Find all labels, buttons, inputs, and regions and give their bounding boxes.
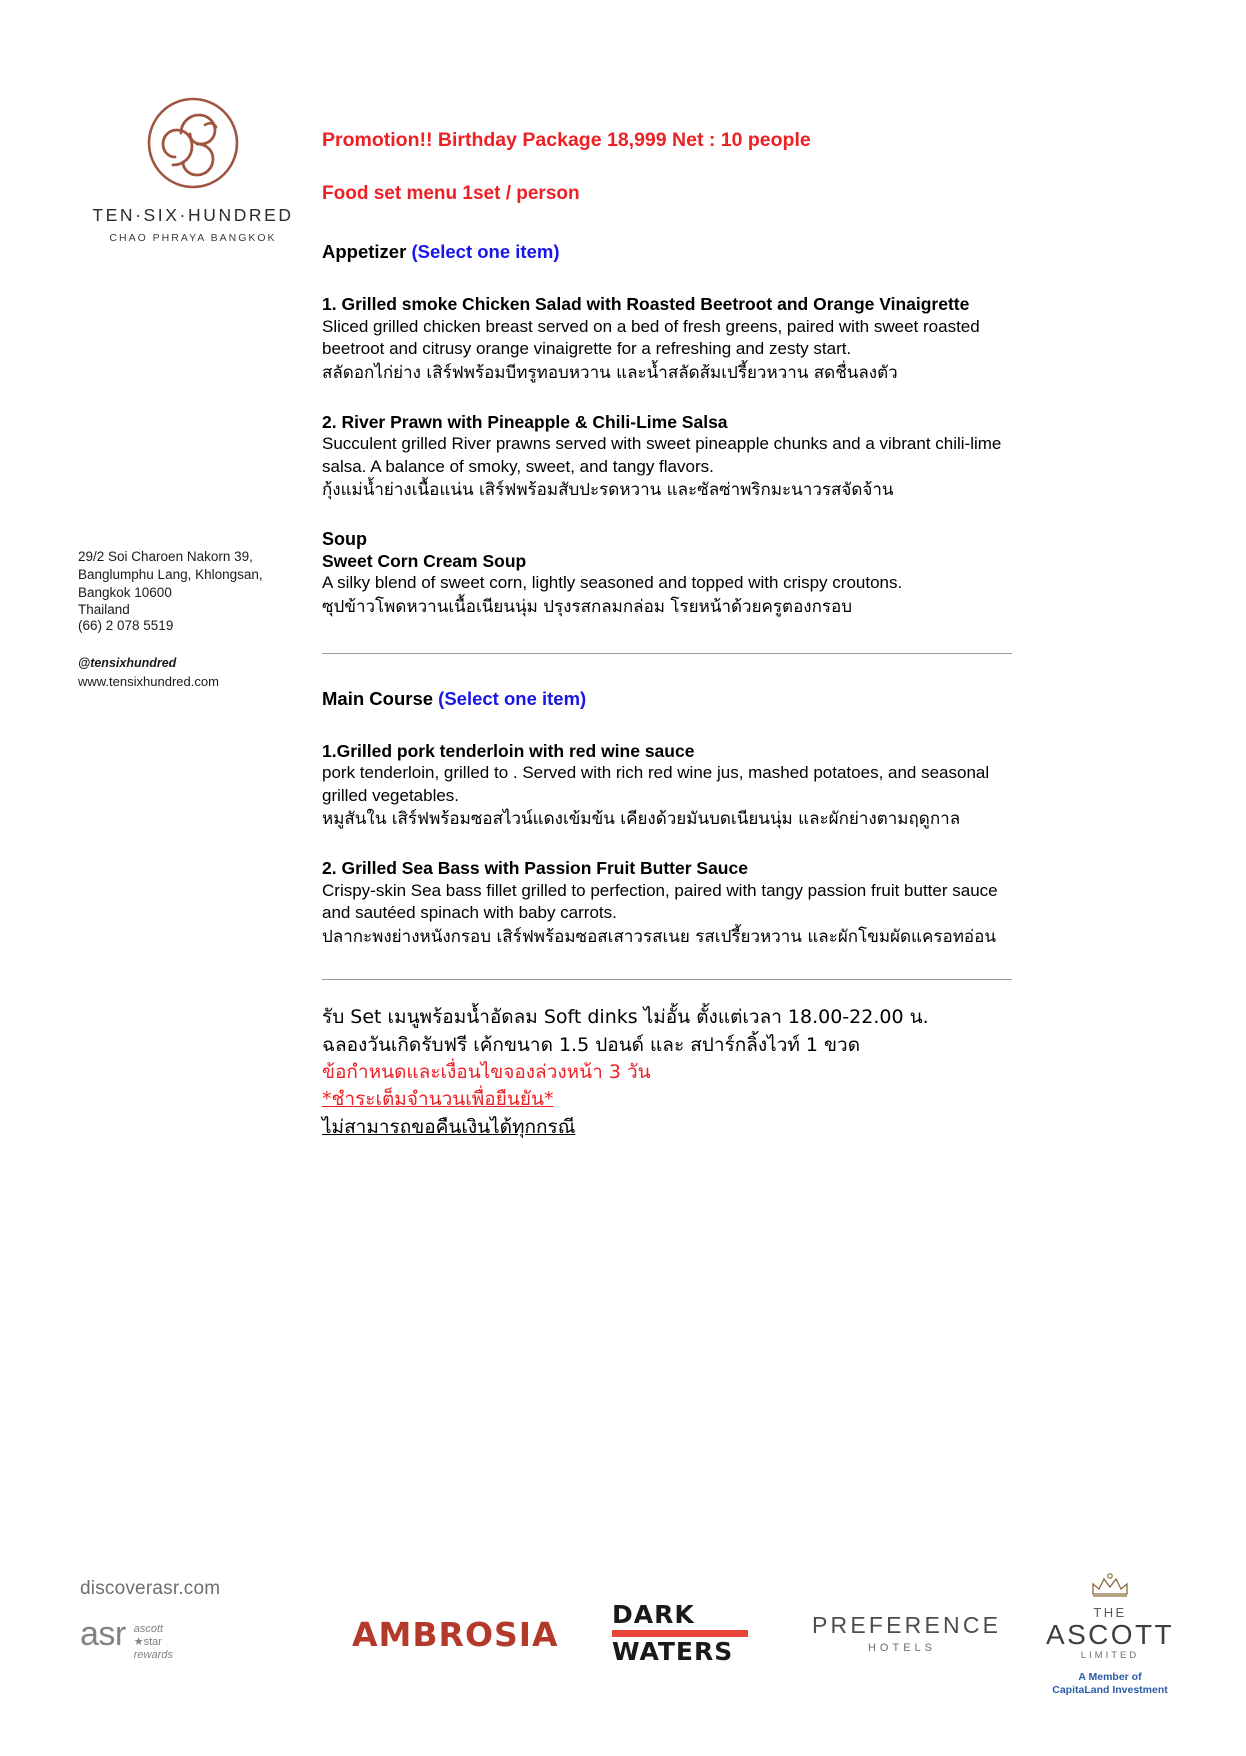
social-handle[interactable]: @tensixhundred bbox=[78, 656, 177, 670]
main-course-label: Main Course bbox=[322, 687, 434, 709]
dish-description: pork tenderloin, grilled to . Served with rich red wine jus, mashed potatoes, and seasonal grilled vegetables. bbox=[322, 763, 990, 805]
asr-tagline bbox=[134, 1618, 173, 1662]
dish-thai-description: กุ้งแม่น้ำย่างเนื้อแน่น เสิร์ฟพร้อมสับปะรดหวาน และซัลซ่าพริกมะนาวรสจัดจ้าน bbox=[322, 480, 894, 501]
crown-icon bbox=[1035, 1572, 1185, 1603]
dish-thai-description: หมูสันใน เสิร์ฟพร้อมซอสไวน์แดงเข้มข้น เคียงด้วยมันบดเนียนนุ่ม และผักย่างตามฤดูกาล bbox=[322, 809, 961, 830]
dish-thai-description: สลัดอกไก่ย่าง เสิร์ฟพร้อมบีทรูทอบหวาน และน้ำสลัดส้มเปรี้ยวหวาน สดชื่นลงตัว bbox=[322, 362, 898, 383]
contact-social bbox=[78, 655, 219, 691]
address-line-1: 29/2 Soi Charoen Nakorn 39, bbox=[78, 549, 253, 564]
ascott-limited-label: LIMITED bbox=[1080, 1650, 1140, 1662]
asr-wordmark: asr bbox=[80, 1615, 126, 1653]
dish-description: Crispy-skin Sea bass fillet grilled to perfection, paired with tangy passion fruit butter sauce and sautéed spinach with baby carrots. bbox=[322, 880, 998, 923]
dish-title: 2. River Prawn with Pineapple & Chili-Lime Salsa bbox=[322, 411, 728, 432]
address-line-2: Banglumphu Lang, Khlongsan, bbox=[78, 566, 263, 582]
terms-line-drinks: รับ Set เมนูพร้อมน้ำอัดลม Soft dinks ไม่อั้น ตั้งแต่เวลา 18.00-22.00 น. bbox=[322, 1006, 929, 1029]
ascott-member-note bbox=[1035, 1671, 1185, 1696]
contact-address bbox=[78, 548, 318, 619]
asr-tagline-line-2: ★star bbox=[133, 1635, 162, 1648]
appetizer-section-heading bbox=[322, 241, 1012, 263]
asr-logo bbox=[80, 1615, 173, 1662]
brand-name: TEN·SIX·HUNDRED bbox=[92, 205, 294, 225]
dish-description: Succulent grilled River prawns served with sweet pineapple chunks and a vibrant chili-lime salsa. A balance of smoky, sweet, and tangy flavors. bbox=[322, 434, 1002, 476]
dish-title: 1. Grilled smoke Chicken Salad with Roasted Beetroot and Orange Vinaigrette bbox=[322, 294, 970, 315]
dark-waters-line-1: DARK bbox=[612, 1600, 695, 1629]
terms-line-no-refund: ไม่สามารถขอคืนเงินได้ทุกกรณี bbox=[322, 1115, 576, 1138]
dish-description: Sliced grilled chicken breast served on a bed of fresh greens, paired with sweet roasted beetroot and citrusy orange vinaigrette for a refreshing and zesty start. bbox=[322, 316, 980, 359]
dish-title: 1.Grilled pork tenderloin with red wine sauce bbox=[322, 740, 695, 761]
promotion-headline: Promotion!! Birthday Package 18,999 Net : 10 people bbox=[322, 129, 811, 151]
dark-waters-accent-bar bbox=[612, 1630, 748, 1637]
main-course-item bbox=[322, 740, 1012, 832]
brand-logo-block bbox=[78, 95, 308, 244]
menu-content bbox=[322, 128, 1012, 1141]
main-course-item bbox=[322, 857, 1012, 949]
preference-wordmark: PREFERENCE bbox=[812, 1612, 1002, 1638]
soup-section bbox=[322, 529, 1012, 619]
address-line-4: Thailand bbox=[78, 602, 130, 618]
main-course-section-heading bbox=[322, 688, 1012, 710]
ascott-limited-logo bbox=[1035, 1572, 1185, 1697]
terms-divider bbox=[322, 979, 1012, 980]
ten-six-hundred-monogram-icon bbox=[145, 95, 241, 191]
dish-thai-description: ปลากะพงย่างหนังกรอบ เสิร์ฟพร้อมซอสเสาวรสเนย รสเปรี้ยวหวาน และผักโขมผัดแครอทอ่อน bbox=[322, 927, 996, 948]
ascott-member-line-1: A Member of bbox=[1078, 1671, 1142, 1684]
soup-title: Sweet Corn Cream Soup bbox=[322, 550, 527, 571]
contact-phone: (66) 2 078 5519 bbox=[78, 618, 174, 633]
appetizer-item bbox=[322, 293, 1012, 385]
ascott-wordmark: ASCOTT bbox=[1046, 1619, 1174, 1650]
terms-line-full-payment: *ชำระเต็มจำนวนเพื่อยืนยัน* bbox=[322, 1088, 554, 1111]
soup-description: A silky blend of sweet corn, lightly seasoned and topped with crispy croutons. bbox=[322, 572, 903, 592]
soup-label: Soup bbox=[322, 528, 367, 549]
section-divider bbox=[322, 653, 1012, 654]
appetizer-item bbox=[322, 411, 1012, 503]
ascott-member-line-2: CapitaLand Investment bbox=[1052, 1683, 1168, 1696]
dark-waters-line-2: WATERS bbox=[612, 1637, 734, 1667]
preference-hotels-logo bbox=[812, 1612, 1002, 1654]
soup-thai-description: ซุปข้าวโพดหวานเนื้อเนียนนุ่ม ปรุงรสกลมกล่อม โรยหน้าด้วยครูตองกรอบ bbox=[322, 596, 853, 617]
dish-title: 2. Grilled Sea Bass with Passion Fruit Butter Sauce bbox=[322, 858, 748, 879]
appetizer-select-note: (Select one item) bbox=[411, 241, 560, 263]
asr-tagline-line-1: ascott bbox=[133, 1623, 164, 1635]
brand-tagline: CHAO PHRAYA BANGKOK bbox=[109, 232, 277, 244]
terms-line-cake: ฉลองวันเกิดรับฟรี เค้กขนาด 1.5 ปอนด์ และ สปาร์กลิ้งไวท์ 1 ขวด bbox=[322, 1033, 861, 1056]
discoverasr-url[interactable]: discoverasr.com bbox=[80, 1578, 221, 1599]
dark-waters-logo bbox=[612, 1602, 762, 1666]
partner-logos-footer bbox=[0, 1560, 1246, 1730]
asr-tagline-line-3: rewards bbox=[133, 1648, 173, 1661]
food-set-headline: Food set menu 1set / person bbox=[322, 183, 580, 205]
ascott-the: THE bbox=[1093, 1605, 1127, 1620]
main-course-select-note: (Select one item) bbox=[438, 687, 587, 709]
brand-sidebar bbox=[78, 95, 308, 244]
website-url[interactable]: www.tensixhundred.com bbox=[78, 673, 219, 689]
terms-line-booking: ข้อกำหนดและเงื่อนไขจองล่วงหน้า 3 วัน bbox=[322, 1060, 651, 1083]
appetizer-label: Appetizer bbox=[322, 241, 407, 263]
address-line-3: Bangkok 10600 bbox=[78, 584, 172, 600]
preference-sub: HOTELS bbox=[867, 1642, 936, 1654]
ambrosia-logo: AMBROSIA bbox=[352, 1615, 559, 1654]
terms-and-conditions bbox=[322, 1004, 1012, 1141]
